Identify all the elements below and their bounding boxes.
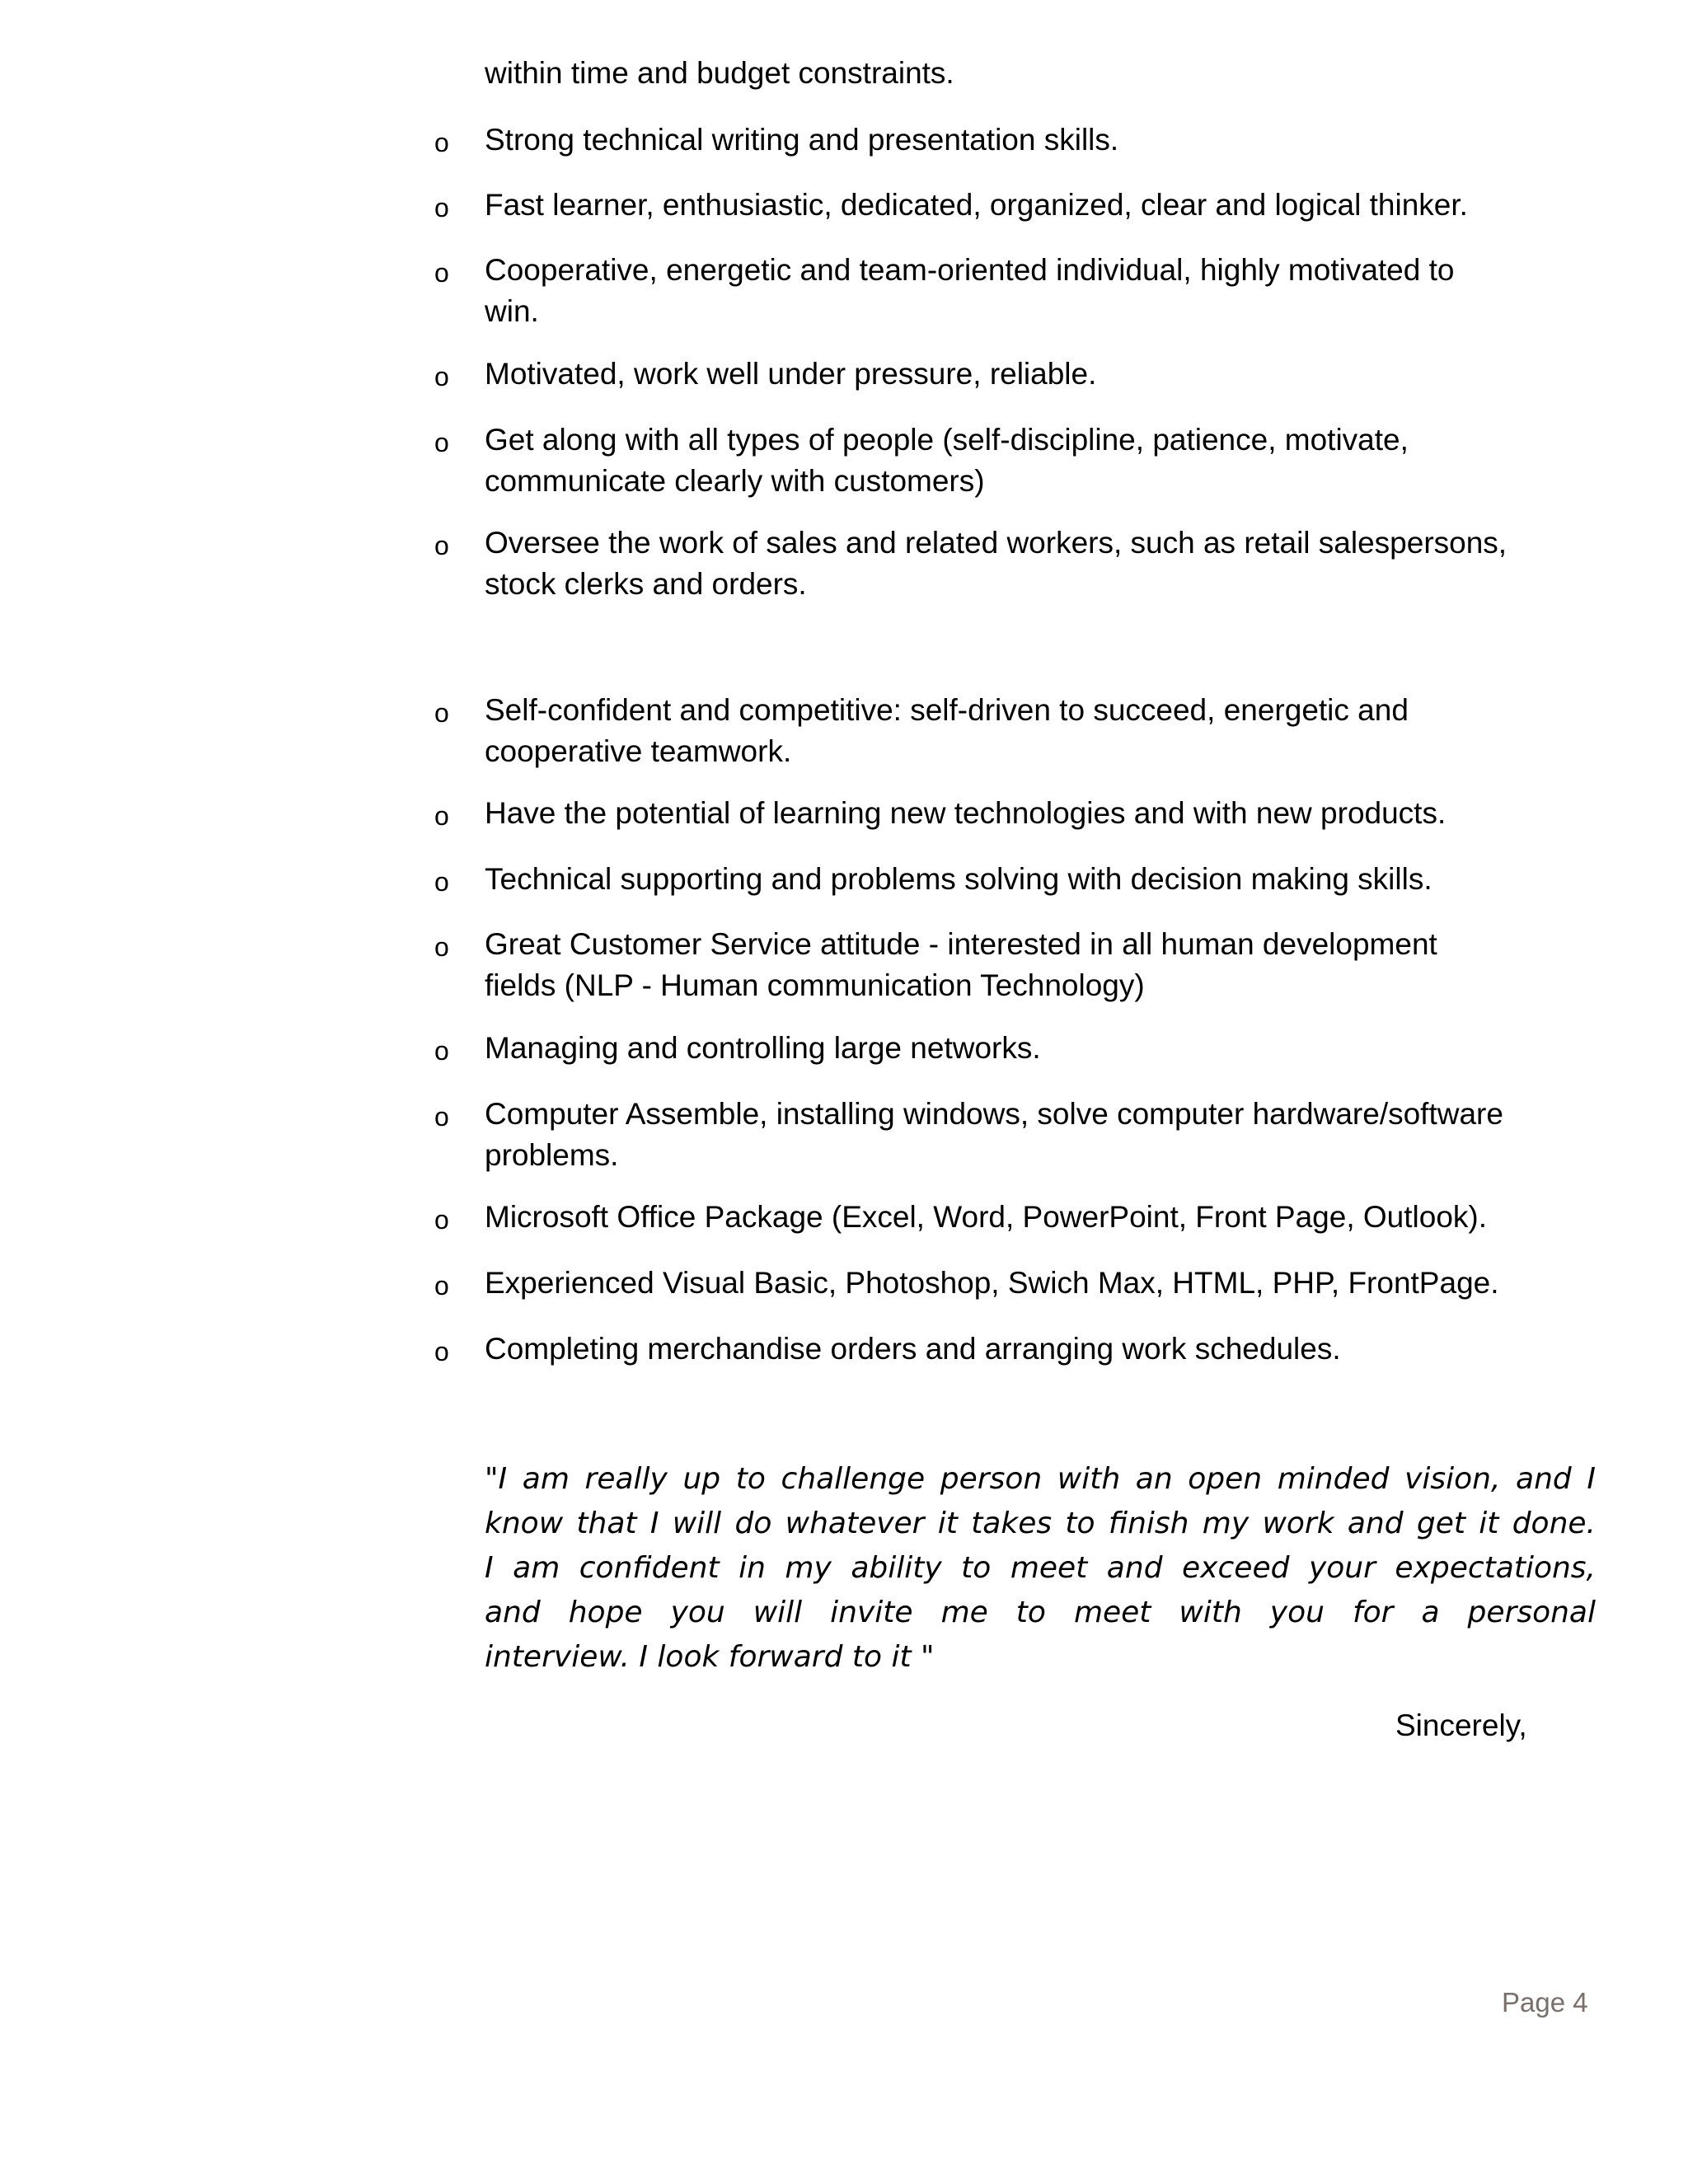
bullet-marker: o xyxy=(434,867,449,897)
closing-quote xyxy=(485,1457,1596,1680)
bullet-marker: o xyxy=(434,193,449,223)
list-item-text: Experienced Visual Basic, Photoshop, Swich Max, HTML, PHP, FrontPage. xyxy=(485,1266,1499,1300)
quote-line: "I am really up to challenge person with an open minded vision, and I xyxy=(485,1462,1596,1496)
bullet-marker: o xyxy=(434,801,449,831)
bullet-marker: o xyxy=(434,258,449,288)
quote-line: and hope you will invite me to meet with you for a personal xyxy=(485,1596,1596,1629)
bullet-marker: o xyxy=(434,428,449,457)
list-item-text: Self-confident and competitive: self-driven to succeed, energetic and cooperative teamwork. xyxy=(485,693,1409,768)
bullet-marker: o xyxy=(434,932,449,962)
bullet-marker: o xyxy=(434,698,449,728)
bullet-marker: o xyxy=(434,362,449,391)
list-item-text: Managing and controlling large networks. xyxy=(485,1031,1041,1065)
list-item-text: Oversee the work of sales and related workers, such as retail salespersons, stock clerks and orders. xyxy=(485,526,1507,601)
sign-off: Sincerely, xyxy=(1395,1708,1527,1742)
bullet-marker: o xyxy=(434,1205,449,1235)
list-item-text: Great Customer Service attitude - interested in all human development fields (NLP - Human communication Technology) xyxy=(485,927,1437,1002)
list-item-text: Completing merchandise orders and arranging work schedules. xyxy=(485,1332,1341,1366)
quote-line: know that I will do whatever it takes to finish my work and get it done. xyxy=(485,1507,1596,1540)
list-item-text: Technical supporting and problems solving with decision making skills. xyxy=(485,862,1432,896)
bullet-marker: o xyxy=(434,128,449,157)
bullet-marker: o xyxy=(434,1271,449,1301)
bullet-marker: o xyxy=(434,1036,449,1066)
bullet-marker: o xyxy=(434,531,449,560)
list-item-text: Strong technical writing and presentation skills. xyxy=(485,123,1119,157)
quote-line: interview. I look forward to it " xyxy=(485,1640,935,1674)
list-item-text: Fast learner, enthusiastic, dedicated, organized, clear and logical thinker. xyxy=(485,188,1468,222)
quote-line: I am confident in my ability to meet and exceed your expectations, xyxy=(485,1551,1596,1585)
list-item-text: Motivated, work well under pressure, reliable. xyxy=(485,357,1097,391)
page-number: Page 4 xyxy=(1502,1987,1588,2018)
list-item-text: Cooperative, energetic and team-oriented individual, highly motivated to win. xyxy=(485,253,1455,328)
list-item-text: Computer Assemble, installing windows, solve computer hardware/software problems. xyxy=(485,1097,1503,1172)
list-item-text: Microsoft Office Package (Excel, Word, PowerPoint, Front Page, Outlook). xyxy=(485,1200,1488,1234)
list-item-text: Get along with all types of people (self-discipline, patience, motivate, communicate clearly with customers) xyxy=(485,423,1409,498)
continuation-text: within time and budget constraints. xyxy=(485,56,954,90)
bullet-marker: o xyxy=(434,1102,449,1132)
list-item-text: Have the potential of learning new technologies and with new products. xyxy=(485,796,1447,830)
bullet-marker: o xyxy=(434,1337,449,1366)
